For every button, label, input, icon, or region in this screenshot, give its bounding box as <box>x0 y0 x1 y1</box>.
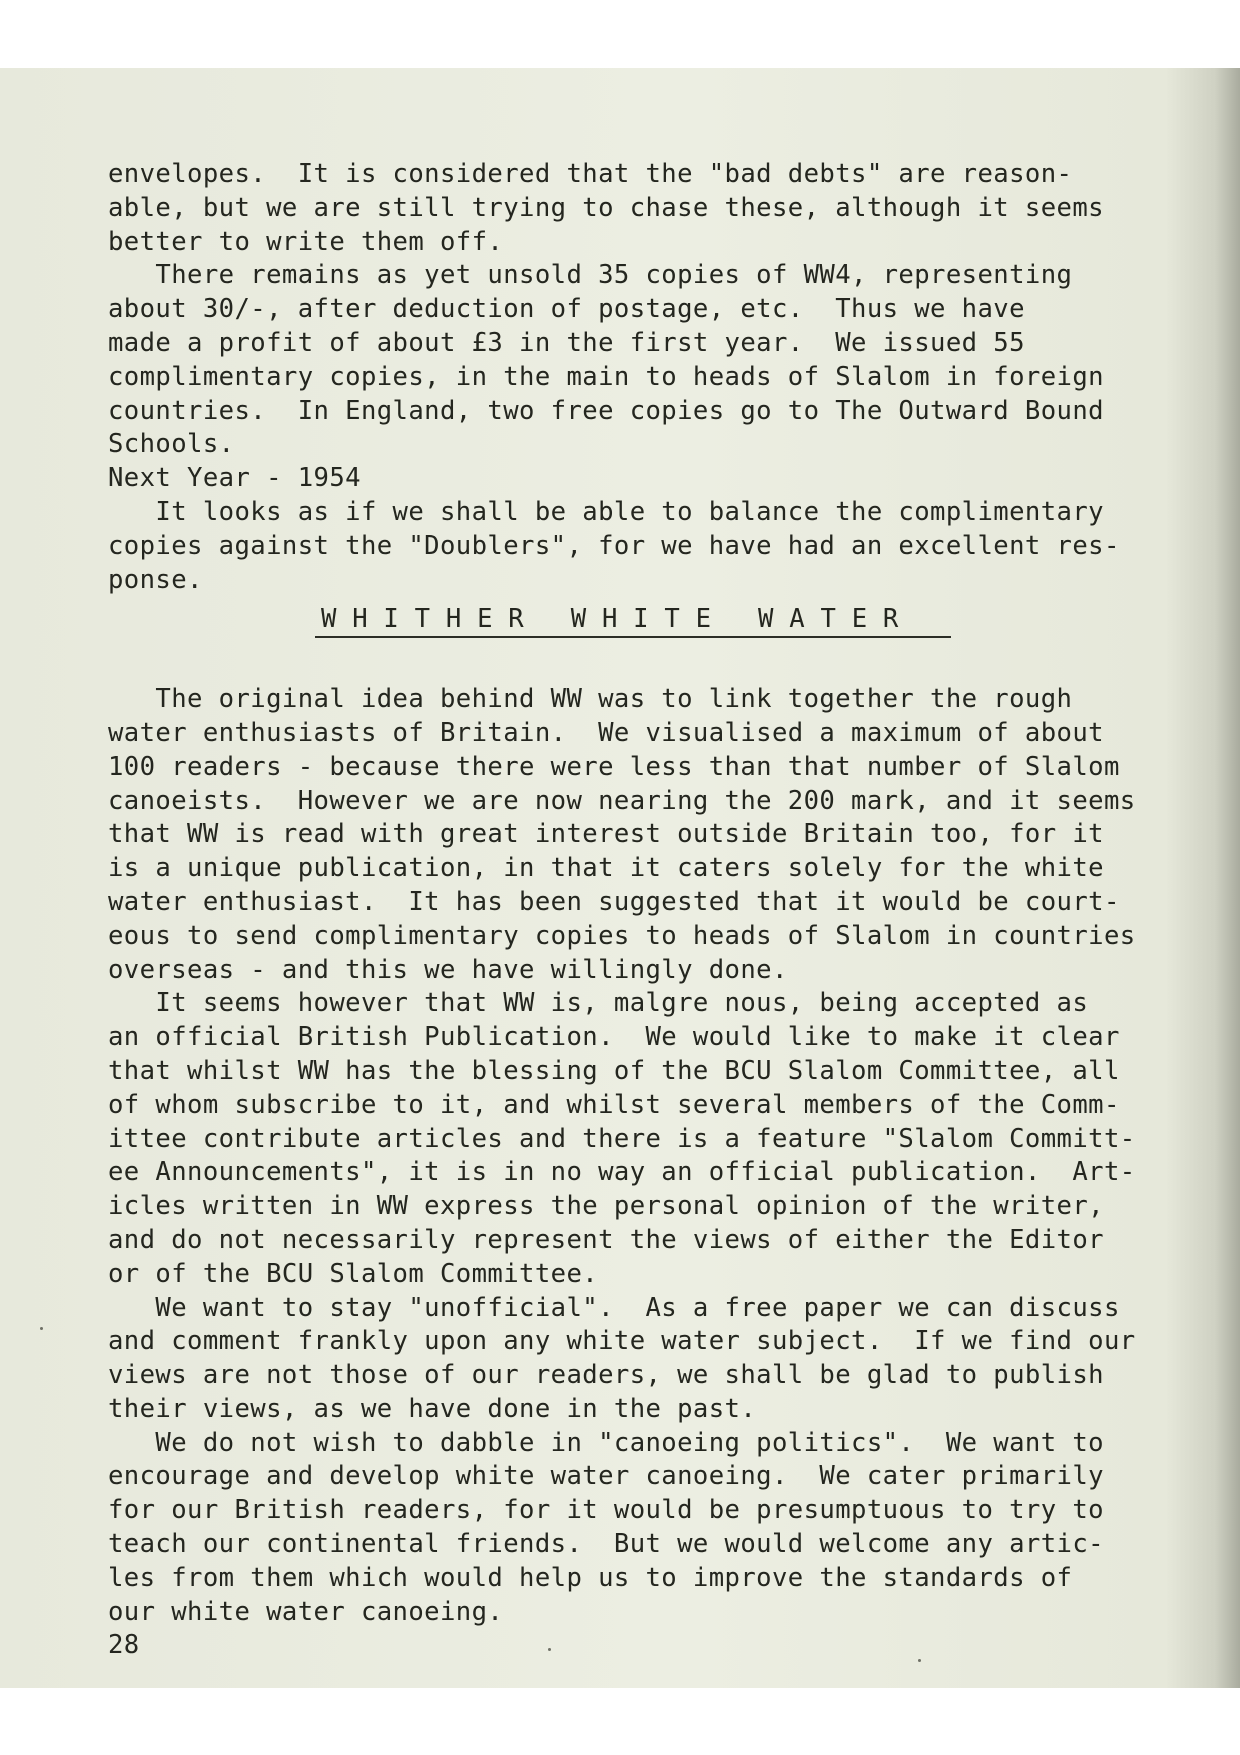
text-line: views are not those of our readers, we shall be glad to publish <box>108 1360 1104 1391</box>
text-line: their views, as we have done in the past. <box>108 1393 757 1424</box>
heading-spacer <box>108 637 1218 683</box>
text-line: There remains as yet unsold 35 copies of WW4, representing <box>108 260 1073 291</box>
article-body <box>108 683 1218 1629</box>
text-line: for our British readers, for it would be presumptuous to try to <box>108 1495 1104 1526</box>
text-line: about 30/-, after deduction of postage, etc. Thus we have <box>108 294 1025 325</box>
text-line: We do not wish to dabble in "canoeing politics". We want to <box>108 1427 1104 1458</box>
text-line: It looks as if we shall be able to balance the complimentary <box>108 496 1104 527</box>
paper-speck <box>40 1327 43 1330</box>
text-line: ee Announcements", it is in no way an official publication. Art- <box>108 1157 1136 1188</box>
text-line: The original idea behind WW was to link together the rough <box>108 684 1073 715</box>
text-line: an official British Publication. We would like to make it clear <box>108 1022 1120 1053</box>
text-line: eous to send complimentary copies to heads of Slalom in countries <box>108 920 1136 951</box>
text-line: water enthusiast. It has been suggested that it would be court- <box>108 886 1120 917</box>
text-line: overseas - and this we have willingly done. <box>108 954 788 985</box>
text-line: les from them which would help us to improve the standards of <box>108 1562 1073 1593</box>
text-line: that whilst WW has the blessing of the BCU Slalom Committee, all <box>108 1055 1120 1086</box>
text-line: It seems however that WW is, malgre nous, being accepted as <box>108 988 1089 1019</box>
text-line: able, but we are still trying to chase these, although it seems <box>108 192 1104 223</box>
typewritten-text <box>108 158 1218 1663</box>
text-line: encourage and develop white water canoeing. We cater primarily <box>108 1461 1104 1492</box>
text-line: countries. In England, two free copies go to The Outward Bound <box>108 395 1104 426</box>
text-line: Next Year - 1954 <box>108 463 361 494</box>
text-line: water enthusiasts of Britain. We visualised a maximum of about <box>108 717 1104 748</box>
text-line: is a unique publication, in that it caters solely for the white <box>108 853 1104 884</box>
text-line: copies against the "Doublers", for we have had an excellent res- <box>108 530 1120 561</box>
text-line: envelopes. It is considered that the "bad debts" are reason- <box>108 159 1073 189</box>
text-line: 100 readers - because there were less than that number of Slalom <box>108 751 1120 782</box>
text-line: ponse. <box>108 564 203 595</box>
text-line: ittee contribute articles and there is a feature "Slalom Committ- <box>108 1123 1136 1154</box>
text-line: and comment frankly upon any white water subject. If we find our <box>108 1326 1136 1357</box>
heading-text: W H I T H E R W H I T E W A T E R <box>321 604 899 635</box>
text-line: and do not necessarily represent the views of either the Editor <box>108 1224 1104 1255</box>
text-line: made a profit of about £3 in the first year. We issued 55 <box>108 327 1025 358</box>
text-line: or of the BCU Slalom Committee. <box>108 1258 599 1289</box>
text-line: canoeists. However we are now nearing the 200 mark, and it seems <box>108 785 1136 816</box>
text-line: our white water canoeing. <box>108 1596 504 1627</box>
text-line: teach our continental friends. But we would welcome any artic- <box>108 1529 1104 1560</box>
heading-underline <box>315 636 951 638</box>
text-line: better to write them off. <box>108 226 504 257</box>
text-line: icles written in WW express the personal opinion of the writer, <box>108 1191 1104 1222</box>
page-bottom-margin <box>0 1688 1240 1755</box>
text-line: We want to stay "unofficial". As a free paper we can discuss <box>108 1292 1120 1323</box>
text-line: that WW is read with great interest outside Britain too, for it <box>108 819 1104 850</box>
intro-section <box>108 158 1218 597</box>
text-line: of whom subscribe to it, and whilst several members of the Comm- <box>108 1089 1120 1120</box>
text-line: complimentary copies, in the main to heads of Slalom in foreign <box>108 361 1104 392</box>
section-heading <box>108 603 1218 637</box>
text-line: Schools. <box>108 429 235 460</box>
page-number: 28 <box>108 1630 140 1661</box>
